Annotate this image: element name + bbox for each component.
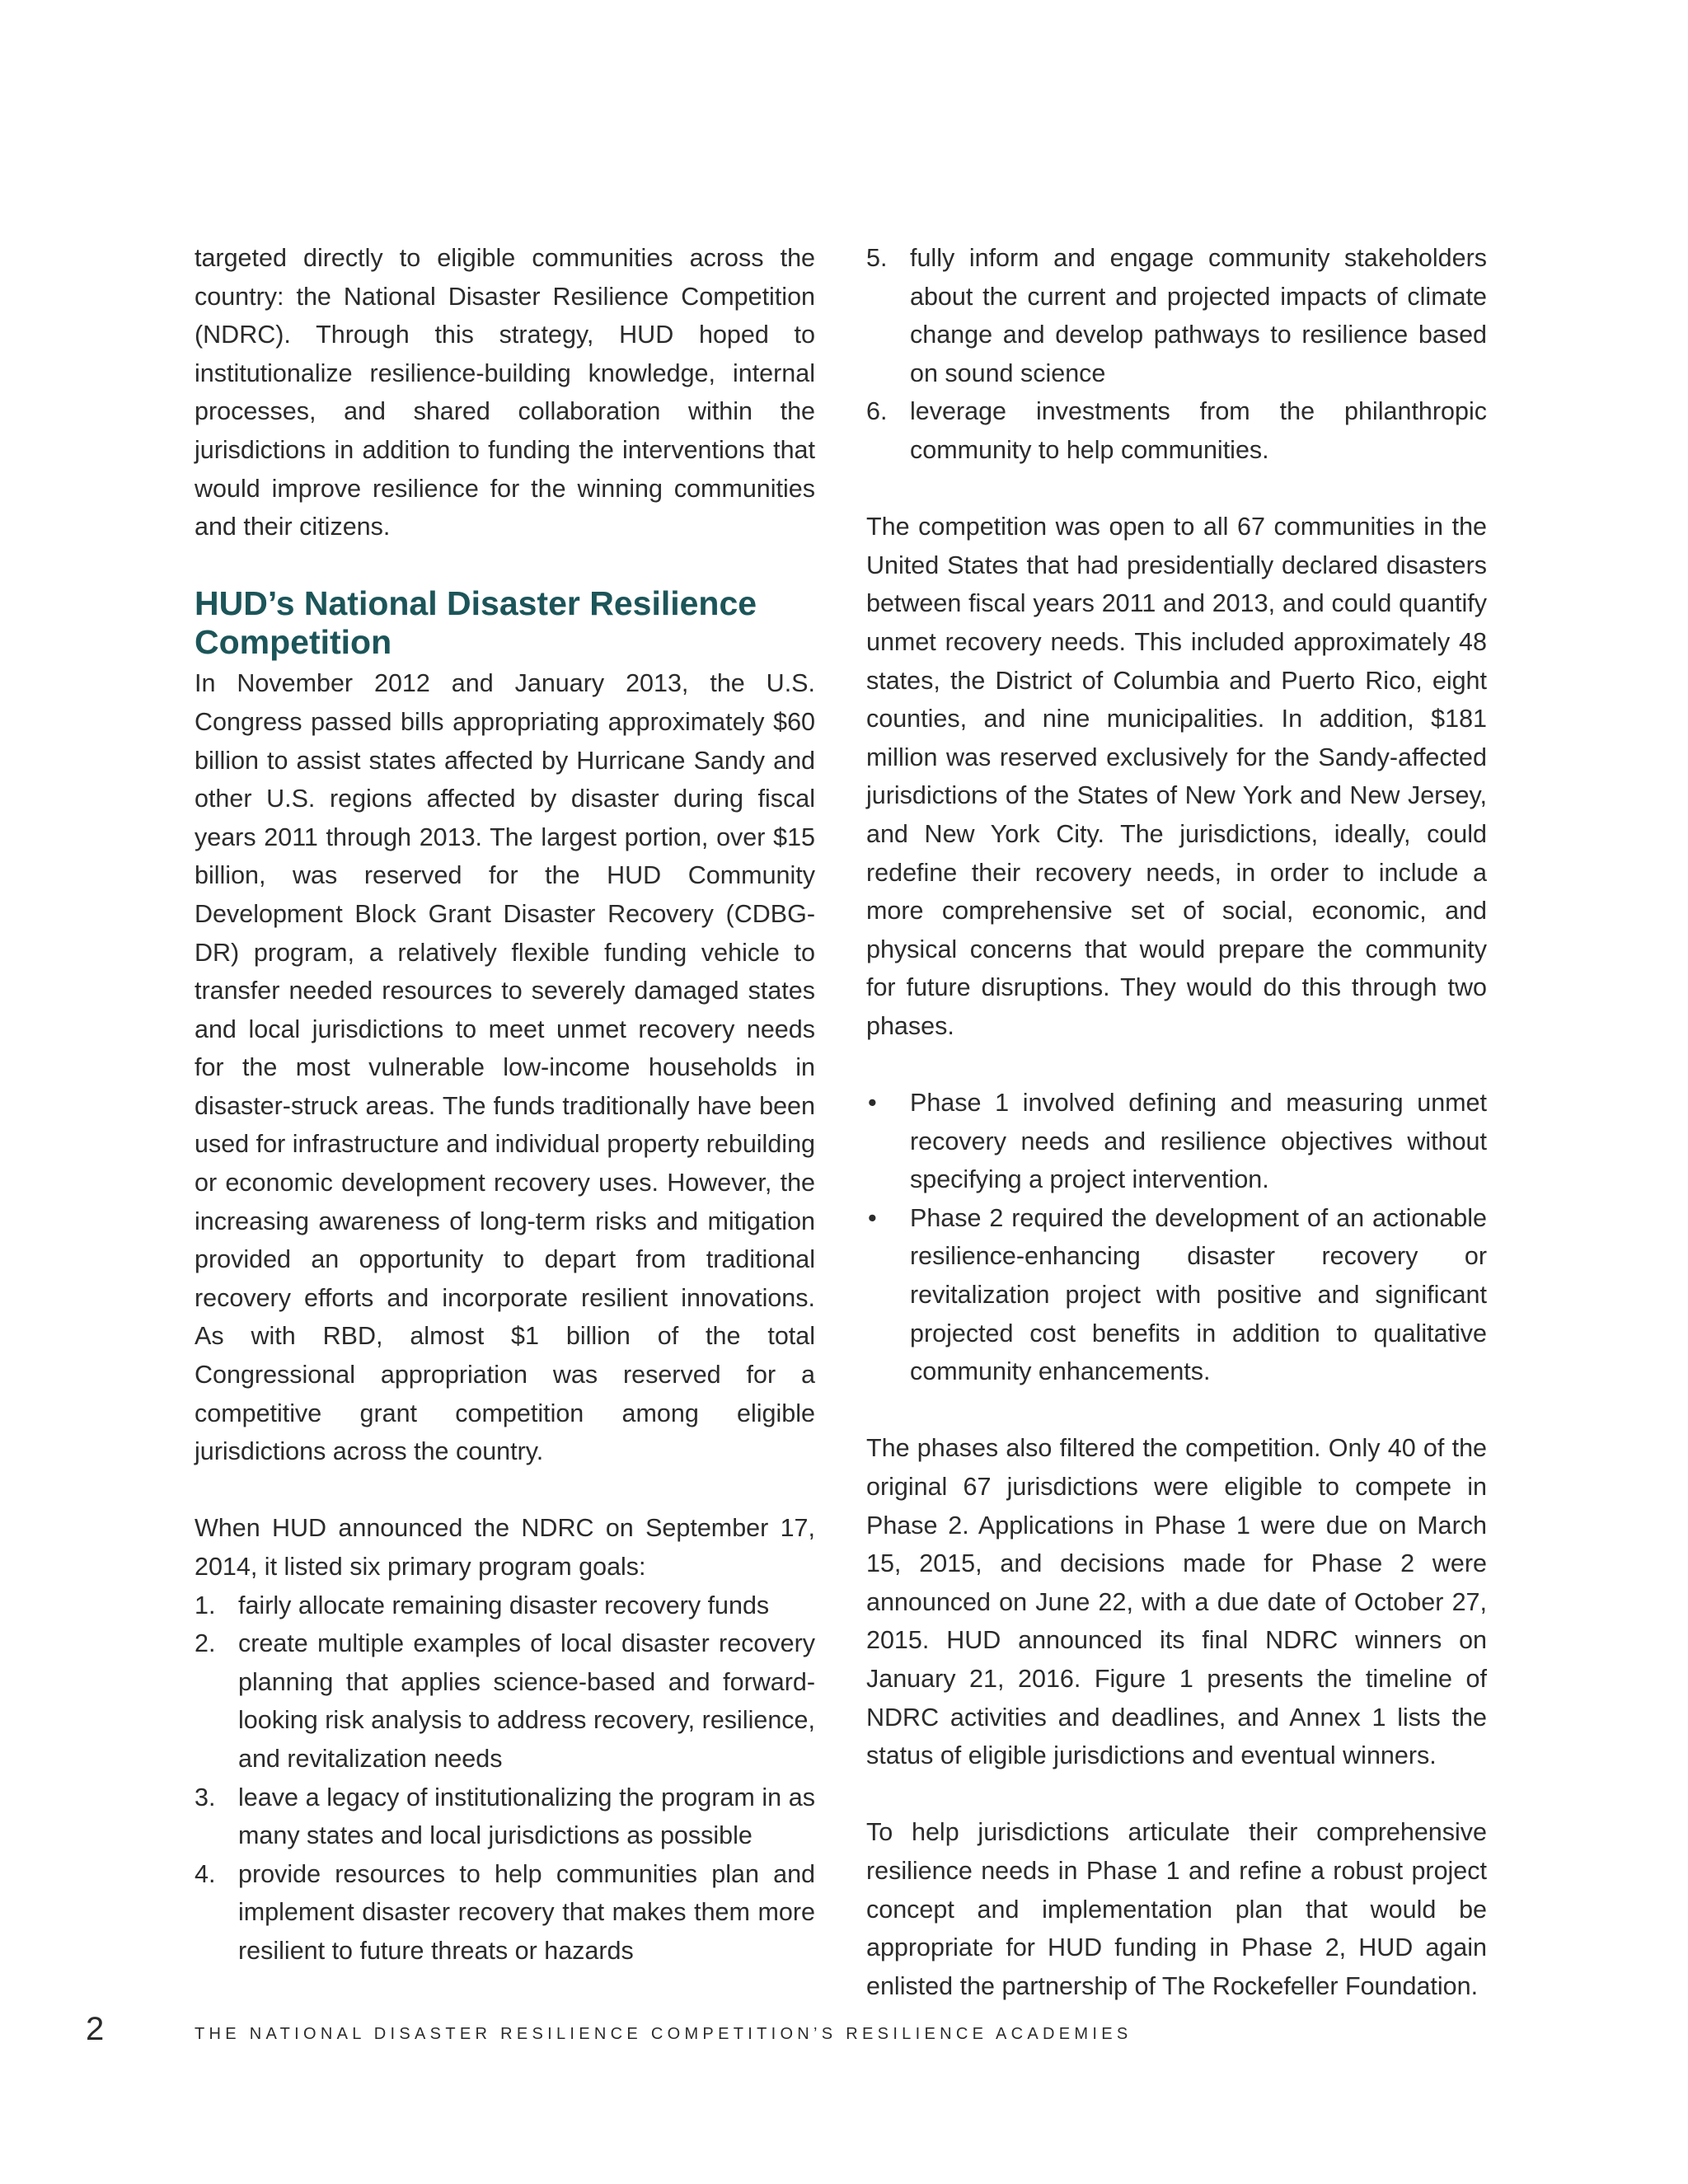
list-item-text: leverage investments from the philanthropic community to help communities. [910, 397, 1487, 464]
phases-filter-paragraph: The phases also filtered the competition. Only 40 of the original 67 jurisdictions were eligible to compete in Phase 2. Applications in Phase 1 were due on March 15, 2015, and decisions made for Phase 2 were announced on June 22, with a due date of October 27, 2015. HUD announced its final NDRC winners on January 21, 2016. Figure 1 presents the timeline of NDRC activities and deadlines, and Annex 1 lists the status of eligible jurisdictions and eventual winners. [866, 1434, 1487, 1770]
eligibility-paragraph: The competition was open to all 67 communities in the United States that had presidentially declared disasters between fiscal years 2011 and 2013, and could quantify unmet recovery needs. This included approximately 48 states, the District of Columbia and Puerto Rico, eight counties, and nine municipalities. In addition, $181 million was reserved exclusively for the Sandy-affected jurisdictions of the States of New York and New Jersey, and New York City. The jurisdictions, ideally, could redefine their recovery needs, in order to include a more comprehensive set of social, economic, and physical concerns that would prepare the community for future disruptions. They would do this through two phases. [866, 513, 1487, 1040]
list-number: 1. [195, 1591, 216, 1619]
list-item-text: Phase 2 required the development of an actionable resilience-enhancing disaster recovery or revitalization project with positive and significant projected cost benefits in addition to qualitative community enhancements. [910, 1203, 1487, 1386]
appropriation-paragraph: In November 2012 and January 2013, the U.S. Congress passed bills appropriating approximately $60 billion to assist states affected by Hurricane Sandy and other U.S. regions affected by disaster during fiscal years 2011 through 2013. The largest portion, over $15 billion, was reserved for the HUD Community Development Block Grant Disaster Recovery (CDBG-DR) program, a relatively flexible funding vehicle to transfer needed resources to severely damaged states and local jurisdictions to meet unmet recovery needs for the most vulnerable low-income households in disaster-struck areas. The funds traditionally have been used for infrastructure and individual property rebuilding or economic development recovery uses. However, the increasing awareness of long-term risks and mitigation provided an opportunity to depart from traditional recovery efforts and incorporate resilient innovations. As with RBD, almost $1 billion of the total Congressional appropriation was reserved for a competitive grant competition among eligible jurisdictions across the country. [195, 669, 815, 1466]
list-number: 5. [866, 244, 888, 272]
left-column [195, 239, 815, 1971]
rockefeller-paragraph: To help jurisdictions articulate their comprehensive resilience needs in Phase 1 and refine a robust project concept and implementation plan that would be appropriate for HUD funding in Phase 2, HUD again enlisted the partnership of The Rockefeller Foundation. [866, 1818, 1487, 2000]
list-number: 3. [195, 1783, 216, 1811]
list-item [866, 392, 1487, 469]
right-column [866, 239, 1487, 2005]
list-item-text: create multiple examples of local disaster recovery planning that applies science-based and forward-looking risk analysis to address recovery, resilience, and revitalization needs [238, 1629, 815, 1773]
list-item [866, 239, 1487, 392]
list-item-text: fully inform and engage community stakeholders about the current and projected impacts of climate change and develop pathways to resilience based on sound science [910, 244, 1487, 387]
list-item [195, 1624, 815, 1778]
list-item [866, 1199, 1487, 1391]
bullet-icon: • [868, 1203, 877, 1232]
list-item [195, 1779, 815, 1855]
list-item [195, 1855, 815, 1971]
list-item [866, 1084, 1487, 1199]
list-item-text: fairly allocate remaining disaster recovery funds [238, 1591, 770, 1619]
program-goals-list-continued [866, 239, 1487, 470]
list-number: 4. [195, 1859, 216, 1888]
list-item [195, 1586, 815, 1625]
page-number: 2 [86, 2011, 105, 2047]
running-footer-title: THE NATIONAL DISASTER RESILIENCE COMPETITION’S RESILIENCE ACADEMIES [195, 2025, 1132, 2043]
phases-list [866, 1084, 1487, 1391]
list-number: 6. [866, 397, 888, 426]
program-goals-list [195, 1586, 815, 1971]
announcement-paragraph: When HUD announced the NDRC on September 17, 2014, it listed six primary program goals: [195, 1514, 815, 1581]
bullet-icon: • [868, 1089, 877, 1118]
intro-paragraph: targeted directly to eligible communities across the country: the National Disaster Resilience Competition (NDRC). Through this strategy, HUD hoped to institutionalize resilience-building knowledge, internal processes, and shared collaboration within the jurisdictions in addition to funding the interventions that would improve resilience for the winning communities and their citizens. [195, 244, 815, 541]
list-item-text: Phase 1 involved defining and measuring unmet recovery needs and resilience objectives without specifying a project intervention. [910, 1089, 1487, 1194]
list-item-text: provide resources to help communities plan and implement disaster recovery that makes them more resilient to future threats or hazards [238, 1859, 815, 1965]
section-heading: HUD’s National Disaster Resilience Competition [195, 584, 757, 662]
list-number: 2. [195, 1629, 216, 1658]
list-item-text: leave a legacy of institutionalizing the program in as many states and local jurisdictions as possible [238, 1783, 815, 1850]
